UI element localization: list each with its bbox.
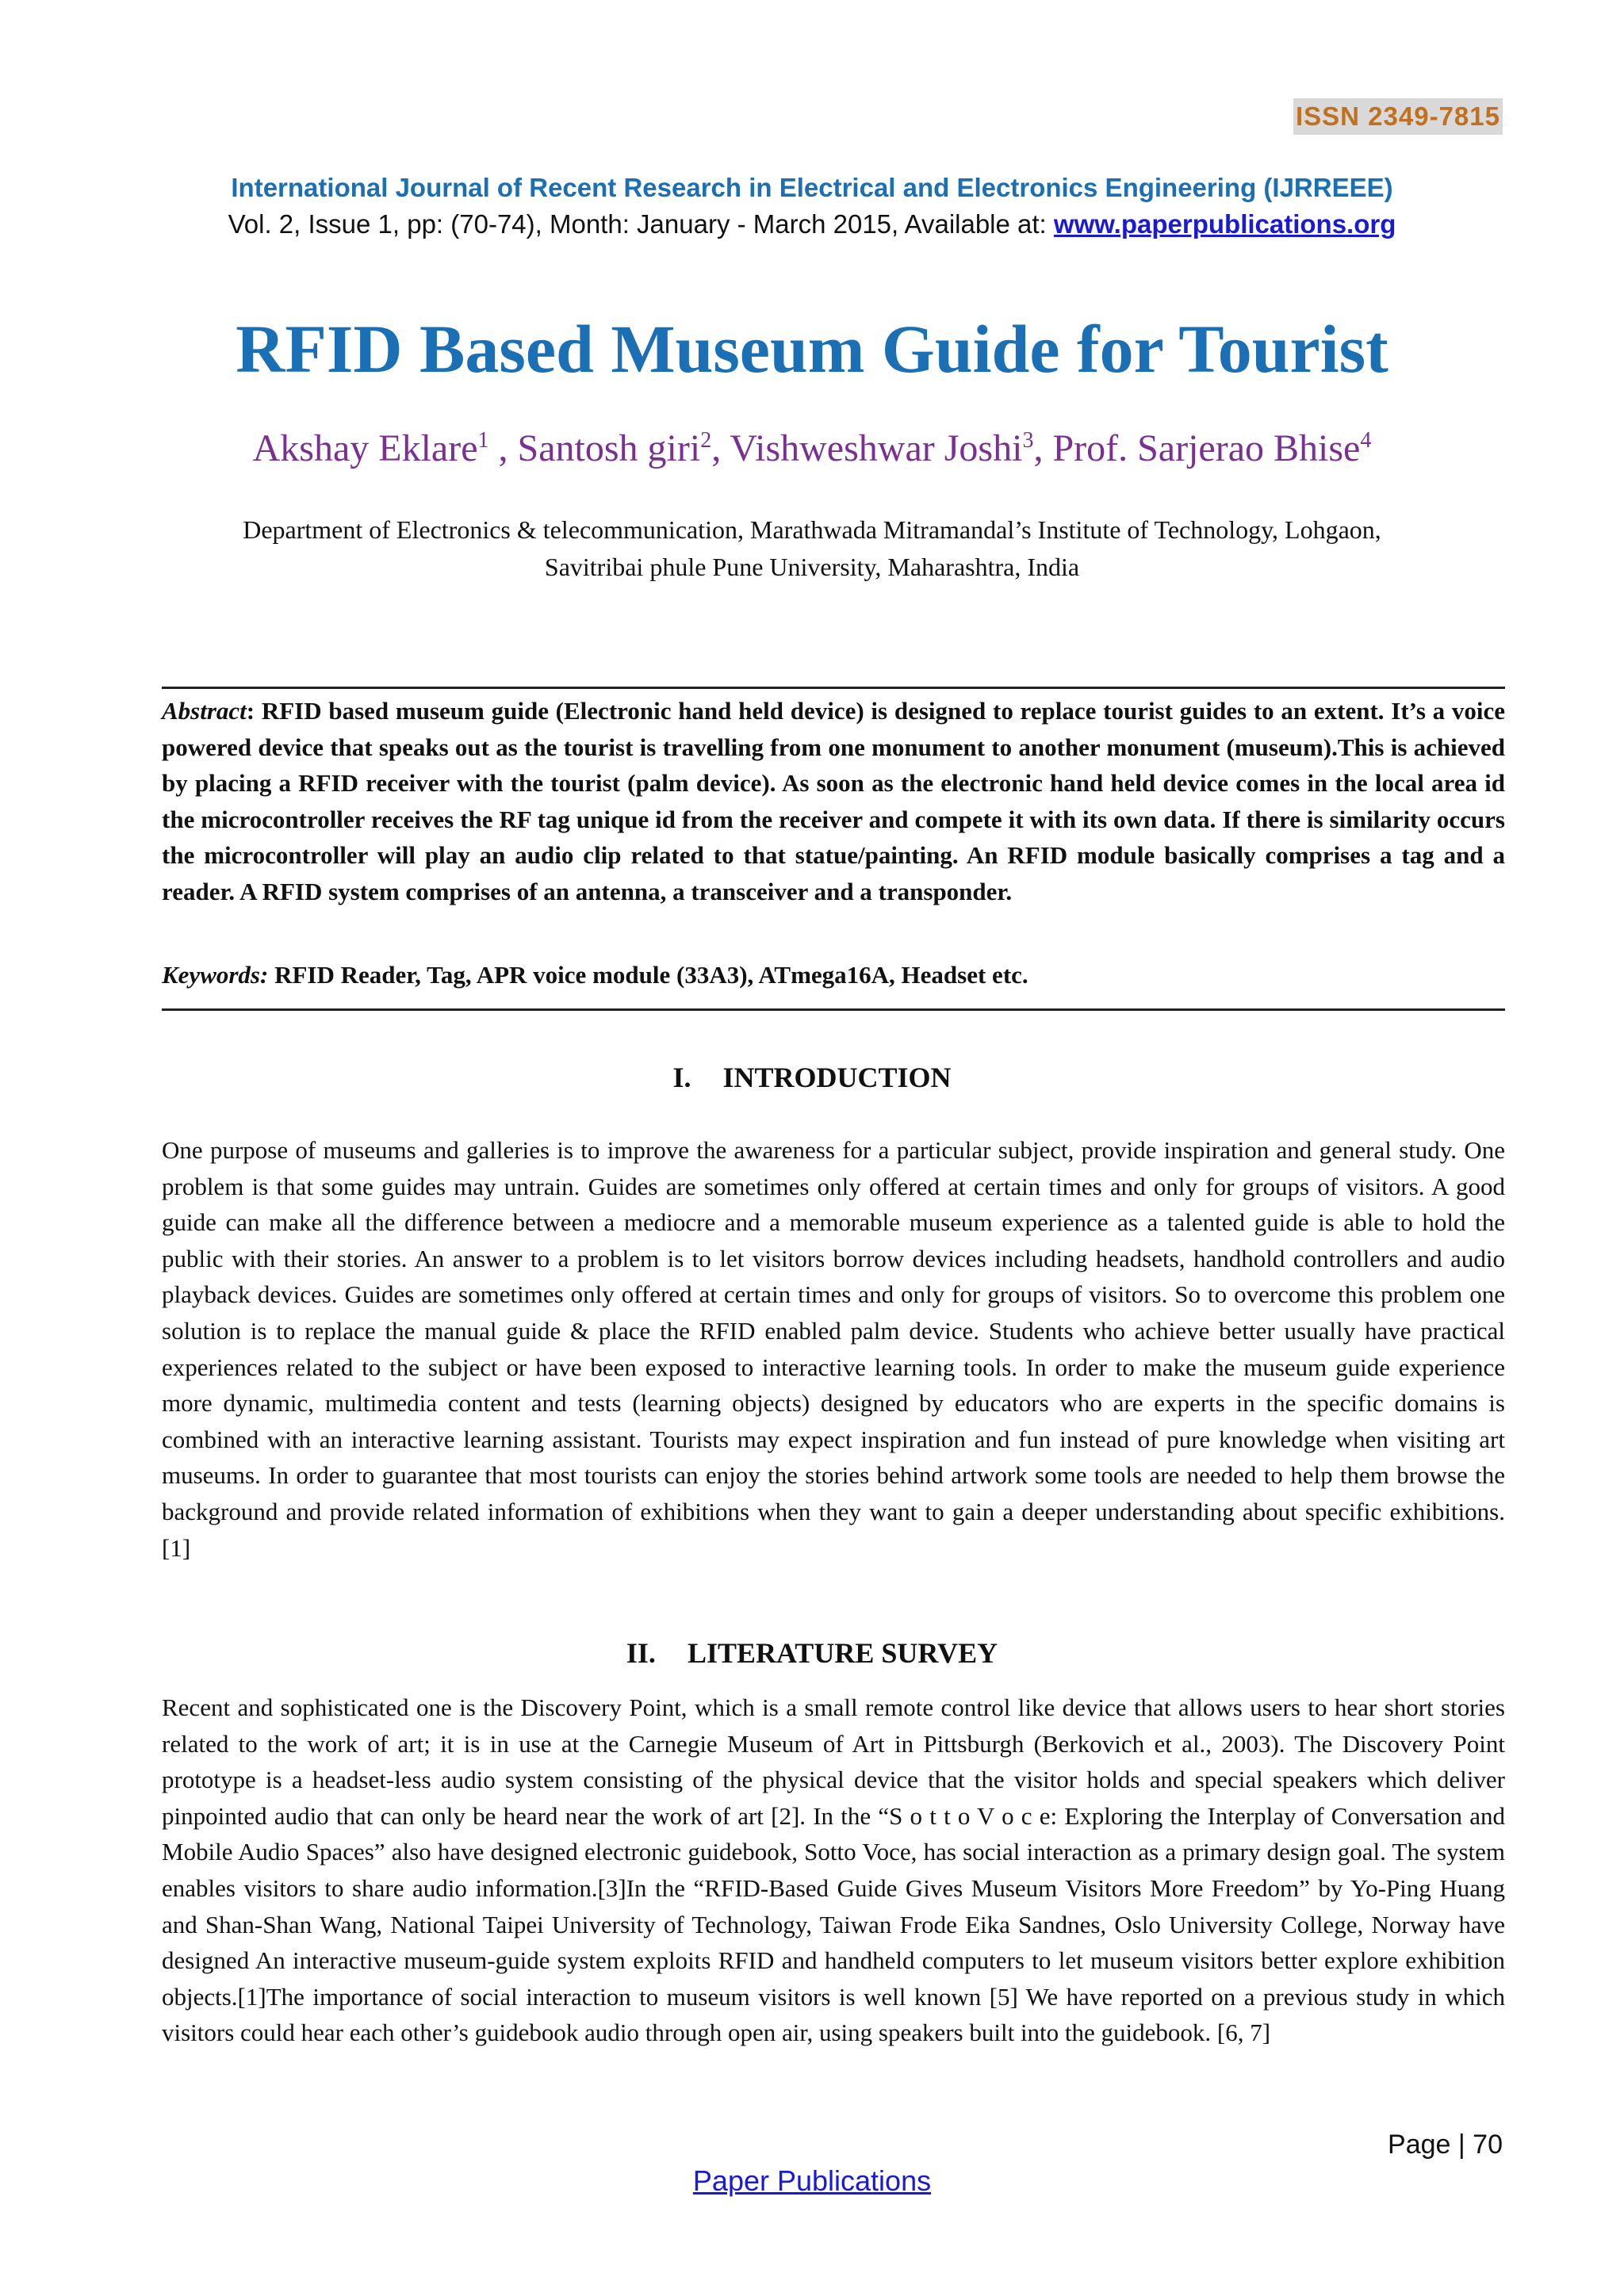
author-affiliation-mark: 1 bbox=[477, 428, 489, 453]
section-number: II. bbox=[626, 1637, 656, 1669]
author-name: Prof. Sarjerao Bhise bbox=[1052, 427, 1361, 469]
author-separator: , bbox=[1033, 427, 1053, 469]
abstract-label: Abstract bbox=[162, 697, 247, 725]
author-separator: , bbox=[488, 427, 518, 469]
abstract-bottom-rule bbox=[162, 1008, 1505, 1011]
abstract-text: : RFID based museum guide (Electronic hand held device) is designed to replace tourist guides to an extent. It’s a voice powered device that speaks out as the tourist is travelling from one monument to another monument (museum).This is achieved by placing a RFID receiver with the tourist (palm device). As soon as the electronic hand held device comes in the local area id the microcontroller receives the RF tag unique id from the receiver and compete it with its own data. If there is similarity occurs the microcontroller will play an audio clip related to that statue/painting. An RFID module basically comprises a tag and a reader. A RFID system comprises of an antenna, a transceiver and a transponder. bbox=[162, 697, 1505, 905]
introduction-paragraph: One purpose of museums and galleries is to improve the awareness for a particular subject, provide inspiration and general study. One problem is that some guides may untrain. Guides are sometimes only offered at certain times and only for groups of visitors. A good guide can make all the difference between a mediocre and a memorable museum experience as a talented guide is able to hold the public with their stories. An answer to a problem is to let visitors borrow devices including headsets, handhold controllers and audio playback devices. Guides are sometimes only offered at certain times and only for groups of visitors. So to overcome this problem one solution is to replace the manual guide & place the RFID enabled palm device. Students who achieve better usually have practical experiences related to the subject or have been exposed to interactive learning tools. In order to make the museum guide experience more dynamic, multimedia content and tests (learning objects) designed by educators who are experts in the specific domains is combined with an interactive learning assistant. Tourists may expect inspiration and fun instead of pure knowledge when visiting art museums. In order to guarantee that most tourists can enjoy the stories behind artwork some tools are needed to help them browse the background and provide related information of exhibitions when they want to gain a deeper understanding about specific exhibitions. [1] bbox=[162, 1136, 1505, 1562]
author-name: Vishweshwar Joshi bbox=[730, 427, 1023, 469]
abstract-block bbox=[162, 693, 1505, 909]
abstract-top-rule bbox=[162, 687, 1505, 689]
volume-info: Vol. 2, Issue 1, pp: (70-74), Month: January - March 2015, Available at: bbox=[228, 209, 1054, 239]
paper-title: RFID Based Museum Guide for Tourist bbox=[236, 311, 1388, 387]
affiliation-line-1: Department of Electronics & telecommunication, Marathwada Mitramandal’s Institute of Technology, Lohgaon, bbox=[243, 515, 1381, 544]
keywords-text: RFID Reader, Tag, APR voice module (33A3), ATmega16A, Headset etc. bbox=[268, 961, 1028, 989]
volume-info-line bbox=[0, 209, 1624, 239]
journal-name: International Journal of Recent Research in Electrical and Electronics Engineering (IJRREEE) bbox=[231, 173, 1393, 202]
literature-survey-paragraph: Recent and sophisticated one is the Discovery Point, which is a small remote control like device that allows users to hear short stories related to the work of art; it is in use at the Carnegie Museum of Art in Pittsburgh (Berkovich et al., 2003). The Discovery Point prototype is a headset-less audio system consisting of the physical device that the visitor holds and special speakers which deliver pinpointed audio that can only be heard near the work of art [2]. In the “S o t t o V o c e: Exploring the Interplay of Conversation and Mobile Audio Spaces” also have designed electronic guidebook, Sotto Voce, has social interaction as a primary design goal. The system enables visitors to share audio information.[3]In the “RFID-Based Guide Gives Museum Visitors More Freedom” by Yo-Ping Huang and Shan-Shan Wang, National Taipei University of Technology, Taiwan Frode Eika Sandnes, Oslo University College, Norway have designed An interactive museum-guide system exploits RFID and handheld computers to let museum visitors better explore exhibition objects.[1]The importance of social interaction to museum visitors is well known [5] We have reported on a previous study in which visitors could hear each other’s guidebook audio through open air, using speakers built into the guidebook. [6, 7] bbox=[162, 1693, 1505, 2047]
section-heading-introduction bbox=[0, 1061, 1624, 1094]
author-affiliation-mark: 4 bbox=[1360, 428, 1372, 453]
publisher-footer-link[interactable]: Paper Publications bbox=[692, 2164, 932, 2197]
author-name: Akshay Eklare bbox=[252, 427, 478, 469]
author-name: Santosh giri bbox=[517, 427, 701, 469]
section-title: INTRODUCTION bbox=[722, 1062, 952, 1093]
keywords-block bbox=[162, 961, 1505, 989]
page-number: Page | 70 bbox=[1388, 2130, 1503, 2160]
section-title: LITERATURE SURVEY bbox=[687, 1637, 998, 1669]
author-affiliation-mark: 2 bbox=[700, 428, 712, 453]
section-number: I. bbox=[672, 1062, 691, 1093]
affiliation-line-2: Savitribai phule Pune University, Maharashtra, India bbox=[544, 553, 1080, 581]
author-list bbox=[0, 427, 1624, 470]
website-link[interactable]: www.paperpublications.org bbox=[1053, 209, 1396, 239]
keywords-label: Keywords: bbox=[162, 961, 269, 989]
section-heading-literature-survey bbox=[0, 1636, 1624, 1670]
author-separator: , bbox=[711, 427, 730, 469]
issn-badge: ISSN 2349-7815 bbox=[1293, 98, 1503, 135]
author-affiliation-mark: 3 bbox=[1022, 428, 1034, 453]
